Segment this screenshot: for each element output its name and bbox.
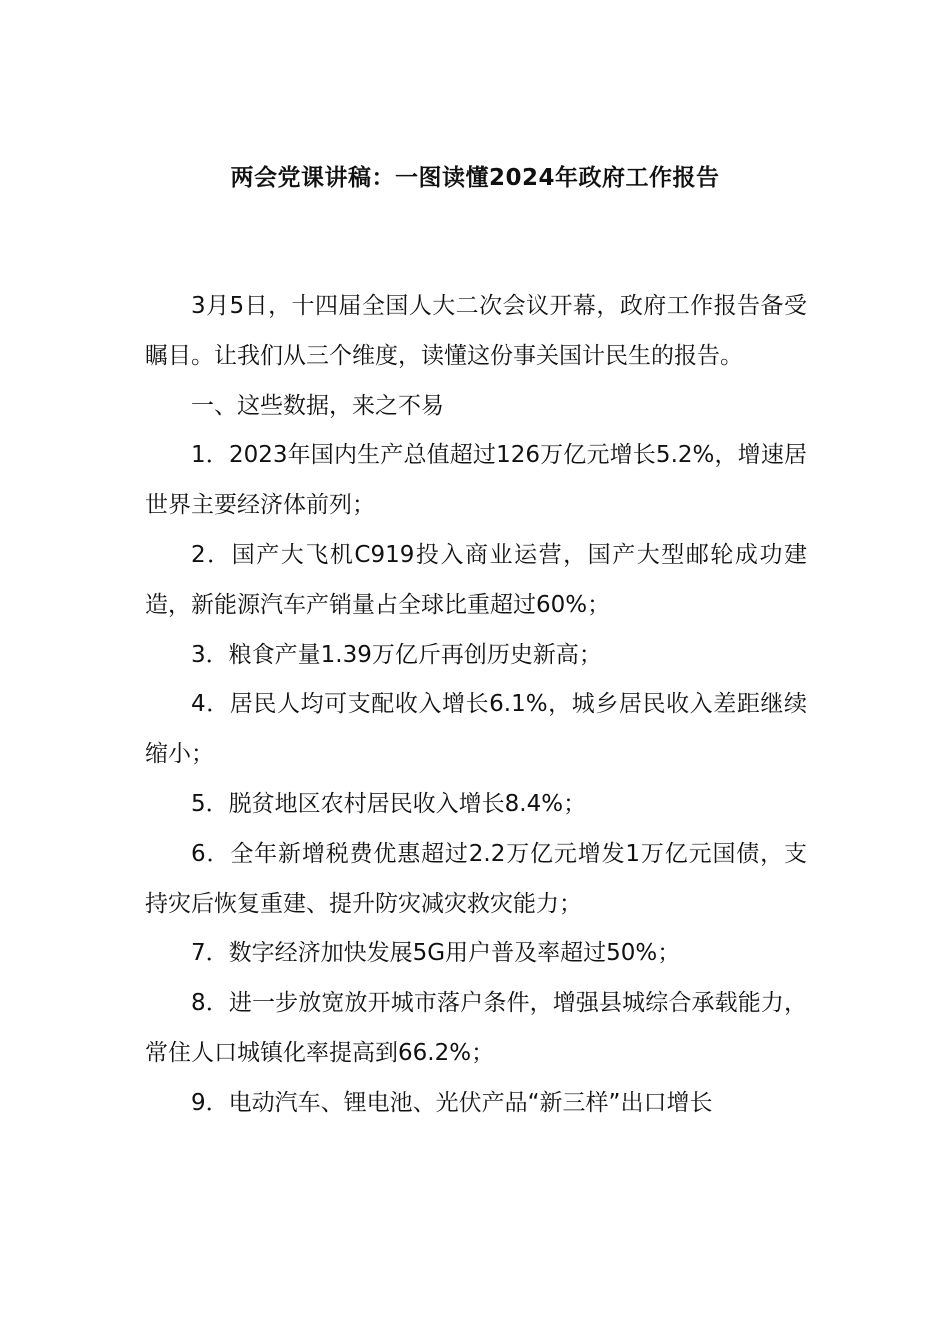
- section-heading: 一、这些数据，来之不易: [191, 392, 444, 419]
- list-item: 2．国产大飞机C919投入商业运营，国产大型邮轮成功建造，新能源汽车产销量占全球比重超过60%；: [145, 541, 807, 618]
- document-title: 两会党课讲稿：一图读懂2024年政府工作报告: [230, 165, 720, 191]
- list-item: 8．进一步放宽放开城市落户条件，增强县城综合承载能力，常住人口城镇化率提高到66.2%；: [145, 990, 807, 1066]
- document-body: [145, 282, 807, 1129]
- list-item: 6．全年新增税费优惠超过2.2万亿元增发1万亿元国债，支持灾后恢复重建、提升防灾减灾救灾能力；: [145, 840, 807, 917]
- list-item: 4．居民人均可支配收入增长6.1%，城乡居民收入差距继续缩小；: [145, 691, 807, 768]
- list-item: 3．粮食产量1.39万亿斤再创历史新高；: [191, 641, 602, 668]
- paragraph-intro: 3月5日，十四届全国人大二次会议开幕，政府工作报告备受瞩目。让我们从三个维度，读懂这份事关国计民生的报告。: [145, 293, 807, 369]
- list-item: 5．脱贫地区农村居民收入增长8.4%；: [191, 790, 587, 817]
- list-item: 7．数字经济加快发展5G用户普及率超过50%；: [191, 940, 681, 967]
- list-item: 9．电动汽车、锂电池、光伏产品“新三样”出口增长: [191, 1089, 713, 1116]
- list-item: 1．2023年国内生产总值超过126万亿元增长5.2%，增速居世界主要经济体前列；: [145, 442, 807, 519]
